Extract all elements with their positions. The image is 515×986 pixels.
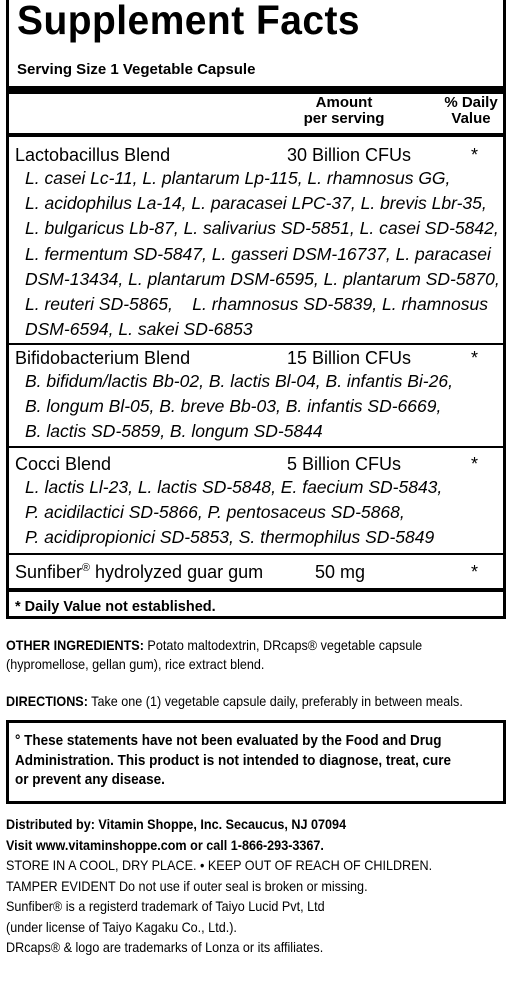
strain-list: B. bifidum/lactis Bb-02, B. lactis Bl-04, B. infantis Bi-26, B. longum Bl-05, B. breve Bb-03, B. infantis SD-6669, B. lactis SD-5859, B. longum SD-5844: [25, 371, 453, 442]
blend-daily-value: *: [471, 145, 479, 165]
blend-name: Cocci Blend: [15, 454, 112, 474]
thick-rule: [9, 86, 503, 94]
distributor-info: Distributed by: Vitamin Shoppe, Inc. Secaucus, NJ 07094 Visit www.vitaminshoppe.com or call 1-866-293-3367. STORE IN A COOL, DRY PLACE. • KEEP OUT OF REACH OF CHILDREN. TAMPER EVIDENT Do not use if outer seal is broken or missing. Sunfiber® is a registerd trademark of Taiyo Lucid Pvt, Ltd (under license of Taiyo Kagaku Co., Ltd.). DRcaps® & logo are trademarks of Lonza or its affiliates.: [6, 816, 433, 955]
directions: DIRECTIONS: Take one (1) vegetable capsule daily, preferably in between meals.: [6, 693, 463, 709]
medium-rule: [9, 133, 503, 137]
daily-value-column-header: % Daily Value: [444, 94, 498, 127]
blend-daily-value: *: [471, 454, 479, 474]
blend-amount: 5 Billion CFUs: [287, 454, 402, 474]
sunfiber-ingredient: Sunfiber® hydrolyzed guar gum: [15, 562, 264, 582]
divider: [9, 553, 503, 555]
divider: [9, 446, 503, 448]
fda-disclaimer-text: ° These statements have not been evaluated by the Food and Drug Administration. This product is not intended to diagnose, treat, cure or prevent any disease.: [15, 733, 452, 788]
daily-value-footnote: * Daily Value not established.: [15, 599, 216, 615]
serving-size: Serving Size 1 Vegetable Capsule: [17, 61, 256, 78]
other-ingredients: OTHER INGREDIENTS: Potato maltodextrin, DRcaps® vegetable capsule (hypromellose, gellan gum), rice extract blend.: [6, 637, 423, 672]
sunfiber-daily-value: *: [471, 562, 479, 582]
blend-name: Bifidobacterium Blend: [15, 348, 191, 368]
panel-title: Supplement Facts: [17, 0, 361, 43]
supplement-facts-panel: [6, 0, 506, 619]
blend-amount: 15 Billion CFUs: [287, 348, 412, 368]
blend-amount: 30 Billion CFUs: [287, 145, 412, 165]
sunfiber-amount: 50 mg: [315, 562, 366, 582]
amount-column-header: Amount per serving: [303, 94, 385, 127]
divider: [9, 343, 503, 345]
strain-list: L. lactis Ll-23, L. lactis SD-5848, E. faecium SD-5843, P. acidilactici SD-5866, P. pentosaceus SD-5868, P. acidipropionici SD-5853, S. thermophilus SD-5849: [25, 477, 443, 548]
fda-disclaimer-box: [6, 720, 506, 804]
blend-name: Lactobacillus Blend: [15, 145, 171, 165]
strain-list: L. casei Lc-11, L. plantarum Lp-115, L. rhamnosus GG, L. acidophilus La-14, L. paracasei LPC-37, L. brevis Lbr-35, L. bulgaricus Lb-87, L. salivarius SD-5851, L. casei SD-5842, L. fermentum SD-5847, L. gasseri DSM-16737, L. paracasei DSM-13434, L. plantarum DSM-6595, L. plantarum SD-5870, L. reuteri SD-5865, L. rhamnosus SD-5839, L. rhamnosus DSM-6594, L. sakei SD-6853: [25, 168, 500, 340]
blend-daily-value: *: [471, 348, 479, 368]
medium-rule: [9, 588, 503, 592]
